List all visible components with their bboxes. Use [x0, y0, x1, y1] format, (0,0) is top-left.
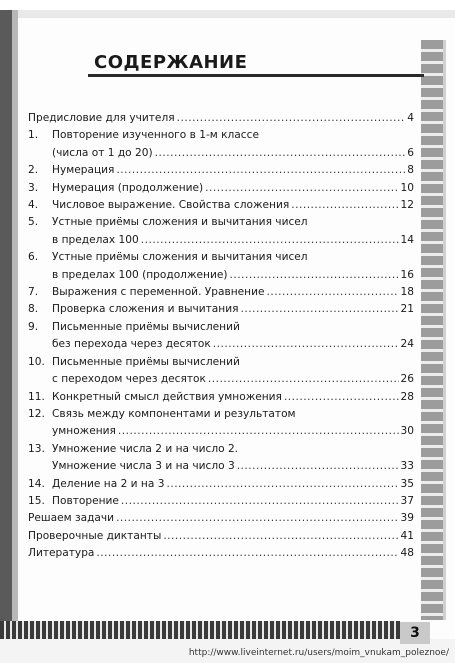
toc-line — [28, 232, 414, 249]
toc-leader-dots — [284, 389, 399, 406]
toc-leader-dots — [163, 528, 398, 545]
toc-leader-dots — [141, 232, 399, 249]
toc-entry-title: с переходом через десяток — [52, 373, 206, 386]
toc-leader-dots — [205, 180, 398, 197]
toc-entry-page: 24 — [400, 338, 414, 351]
toc-entry-number: 9. — [28, 320, 39, 333]
page-title: СОДЕРЖАНИЕ — [94, 52, 248, 73]
table-of-contents — [28, 110, 414, 563]
right-stripe-edge — [443, 40, 446, 620]
toc-entry — [28, 127, 414, 162]
toc-entry — [28, 510, 414, 527]
toc-line — [28, 197, 414, 214]
toc-entry-title: Нумерация (продолжение) — [52, 181, 204, 194]
toc-line — [28, 214, 414, 231]
toc-entry-title: без перехода через десяток — [52, 338, 211, 351]
toc-entry-number: 11. — [28, 390, 45, 403]
toc-leader-dots — [229, 267, 398, 284]
toc-entry-title: (числа от 1 до 20) — [52, 146, 153, 159]
left-frame-inner — [12, 10, 18, 630]
toc-entry-title: Литература — [28, 547, 95, 560]
toc-leader-dots — [208, 371, 399, 388]
toc-entry-title: Умножение числа 3 и на число 3 — [52, 460, 235, 473]
toc-entry-page: 28 — [400, 390, 414, 403]
toc-entry — [28, 197, 414, 214]
toc-entry-page: 41 — [400, 529, 414, 542]
toc-entry-title: Письменные приёмы вычислений — [52, 320, 240, 333]
toc-line — [28, 510, 414, 527]
toc-line — [28, 336, 414, 353]
toc-entry — [28, 180, 414, 197]
toc-entry-title: Нумерация — [52, 164, 115, 177]
toc-line — [28, 180, 414, 197]
toc-entry-title: Умножение числа 2 и на число 2. — [52, 442, 239, 455]
toc-entry — [28, 441, 414, 476]
toc-line — [28, 441, 414, 458]
toc-leader-dots — [291, 197, 398, 214]
toc-line — [28, 145, 414, 162]
toc-leader-dots — [267, 284, 399, 301]
toc-entry-title: Выражения с переменной. Уравнение — [52, 286, 265, 299]
toc-line — [28, 354, 414, 371]
toc-line — [28, 319, 414, 336]
source-url: http://www.liveinternet.ru/users/moim_vnukam_poleznoe/ — [188, 648, 449, 658]
title-underline — [88, 74, 424, 77]
page-number: 3 — [400, 622, 430, 644]
toc-entry-number: 2. — [28, 164, 39, 177]
toc-entry — [28, 476, 414, 493]
toc-line — [28, 493, 414, 510]
toc-leader-dots — [213, 336, 399, 353]
toc-leader-dots — [118, 423, 399, 440]
toc-entry-title: Повторение — [52, 494, 119, 507]
toc-entry-page: 26 — [400, 373, 414, 386]
toc-leader-dots — [177, 110, 406, 127]
toc-entry-page: 4 — [407, 112, 414, 124]
toc-entry-title: Повторение изученного в 1-м классе — [52, 129, 259, 142]
toc-leader-dots — [166, 476, 398, 493]
toc-entry-page: 8 — [407, 164, 414, 177]
toc-line — [28, 110, 414, 127]
toc-entry-page: 35 — [400, 477, 414, 490]
toc-entry — [28, 319, 414, 354]
toc-entry-number: 5. — [28, 216, 39, 229]
toc-line — [28, 545, 414, 562]
toc-line — [28, 528, 414, 545]
toc-entry-title: Письменные приёмы вычислений — [52, 355, 240, 368]
toc-line — [28, 127, 414, 144]
toc-entry-page: 6 — [407, 146, 414, 159]
left-frame-bar — [0, 10, 12, 630]
toc-entry-number: 14. — [28, 477, 45, 490]
toc-line — [28, 162, 414, 179]
toc-line — [28, 406, 414, 423]
toc-entry — [28, 493, 414, 510]
toc-entry-title: Конкретный смысл действия умножения — [52, 390, 282, 403]
toc-entry-title: Устные приёмы сложения и вычитания чисел — [52, 251, 308, 264]
toc-entry-title: Числовое выражение. Свойства сложения — [52, 199, 290, 212]
toc-entry-page: 12 — [400, 199, 414, 212]
toc-entry-page: 39 — [400, 512, 414, 525]
toc-entry-number: 1. — [28, 129, 39, 142]
toc-entry-page: 37 — [400, 494, 414, 507]
toc-leader-dots — [155, 145, 406, 162]
toc-entry — [28, 389, 414, 406]
toc-entry — [28, 249, 414, 284]
toc-line — [28, 371, 414, 388]
toc-entry — [28, 214, 414, 249]
toc-line — [28, 284, 414, 301]
toc-line — [28, 249, 414, 266]
toc-line — [28, 389, 414, 406]
toc-entry-title: в пределах 100 (продолжение) — [52, 268, 228, 281]
toc-entry — [28, 406, 414, 441]
toc-entry-number: 13. — [28, 442, 45, 455]
bottom-stripe-decoration — [0, 621, 400, 639]
toc-line — [28, 423, 414, 440]
toc-entry — [28, 545, 414, 562]
toc-leader-dots — [240, 301, 398, 318]
toc-entry-number: 6. — [28, 251, 39, 264]
toc-line — [28, 301, 414, 318]
toc-entry-page: 21 — [400, 303, 414, 316]
toc-entry — [28, 284, 414, 301]
toc-entry-title: Связь между компонентами и результатом — [52, 407, 296, 420]
toc-line — [28, 476, 414, 493]
toc-entry — [28, 528, 414, 545]
toc-entry-number: 12. — [28, 407, 45, 420]
top-frame — [0, 0, 455, 18]
toc-entry-number: 8. — [28, 303, 39, 316]
toc-entry-number: 4. — [28, 199, 39, 212]
toc-entry-page: 18 — [400, 286, 414, 299]
toc-entry-title: Деление на 2 и на 3 — [52, 477, 165, 490]
toc-entry-page: 48 — [400, 547, 414, 560]
toc-leader-dots — [116, 510, 398, 527]
toc-entry-title: в пределах 100 — [52, 233, 139, 246]
toc-entry-number: 3. — [28, 181, 39, 194]
toc-entry — [28, 354, 414, 389]
right-stripe-decoration — [421, 40, 443, 620]
toc-entry-page: 30 — [400, 425, 414, 438]
toc-line — [28, 458, 414, 475]
toc-entry-page: 14 — [400, 233, 414, 246]
toc-entry-title: Предисловие для учителя — [28, 112, 175, 124]
toc-entry-title: Устные приёмы сложения и вычитания чисел — [52, 216, 308, 229]
toc-leader-dots — [237, 458, 399, 475]
toc-entry-page: 33 — [400, 460, 414, 473]
toc-line — [28, 267, 414, 284]
toc-leader-dots — [96, 545, 398, 562]
toc-entry-title: Проверка сложения и вычитания — [52, 303, 239, 316]
toc-entry-page: 16 — [400, 268, 414, 281]
toc-entry-title: умножения — [52, 425, 116, 438]
toc-leader-dots — [116, 162, 405, 179]
toc-entry-number: 10. — [28, 355, 45, 368]
toc-entry — [28, 110, 414, 127]
toc-leader-dots — [121, 493, 399, 510]
toc-entry-title: Проверочные диктанты — [28, 529, 162, 542]
toc-entry-page: 10 — [400, 181, 414, 194]
toc-entry-title: Решаем задачи — [28, 512, 115, 525]
toc-entry-number: 7. — [28, 286, 39, 299]
toc-entry — [28, 162, 414, 179]
toc-entry-number: 15. — [28, 494, 45, 507]
toc-entry — [28, 301, 414, 318]
